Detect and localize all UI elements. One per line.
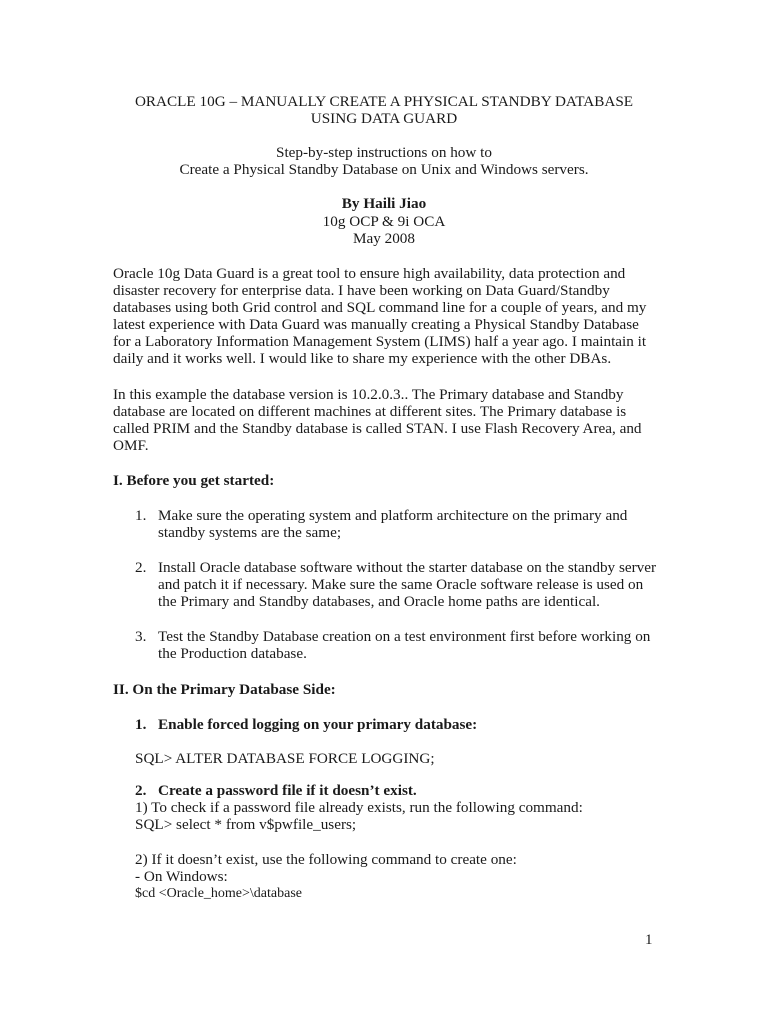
intro-line: disaster recovery for enterprise data. I have been working on Data Guard/Standby <box>113 282 610 299</box>
section-2-heading: II. On the Primary Database Side: <box>113 681 336 698</box>
list-item-number: 3. <box>135 628 147 645</box>
intro-line: Oracle 10g Data Guard is a great tool to ensure high availability, data protection and <box>113 265 626 282</box>
step-instruction: 1) To check if a password file already exists, run the following command: <box>135 799 583 816</box>
intro-line: for a Laboratory Information Management System (LIMS) half a year ago. I maintain it <box>113 333 647 350</box>
step-instruction: 2) If it doesn’t exist, use the following command to create one: <box>135 851 517 868</box>
step-heading: Create a password file if it doesn’t exist. <box>158 782 417 799</box>
intro-line: daily and it works well. I would like to share my experience with the other DBAs. <box>113 350 612 367</box>
list-item-text: Install Oracle database software without the starter database on the standby server <box>158 559 657 576</box>
list-item-text: and patch it if necessary. Make sure the same Oracle software release is used on <box>158 576 644 593</box>
list-item-text: the Production database. <box>158 645 307 662</box>
document-title-line-2: USING DATA GUARD <box>310 110 458 127</box>
list-item-number: 1. <box>135 507 147 524</box>
author-date: May 2008 <box>352 230 415 247</box>
shell-command: $cd <Oracle_home>\database <box>135 886 302 901</box>
list-item-number: 2. <box>135 559 147 576</box>
intro-line: databases using both Grid control and SQL command line for a couple of years, and my <box>113 299 647 316</box>
sql-command: SQL> ALTER DATABASE FORCE LOGGING; <box>135 750 435 767</box>
example-line: In this example the database version is 10.2.0.3.. The Primary database and Standby <box>113 386 624 403</box>
section-1-heading: I. Before you get started: <box>113 472 275 489</box>
intro-line: latest experience with Data Guard was manually creating a Physical Standby Database <box>113 316 639 333</box>
subtitle-line-2: Create a Physical Standby Database on Unix and Windows servers. <box>179 161 589 178</box>
author-byline: By Haili Jiao <box>341 195 427 212</box>
example-line: OMF. <box>113 437 149 454</box>
step-number: 1. <box>135 716 147 733</box>
list-item-text: standby systems are the same; <box>158 524 342 541</box>
list-item-text: the Primary and Standby databases, and Oracle home paths are identical. <box>158 593 600 610</box>
author-credentials: 10g OCP & 9i OCA <box>322 213 446 230</box>
list-item-text: Make sure the operating system and platform architecture on the primary and <box>158 507 628 524</box>
subtitle-line-1: Step-by-step instructions on how to <box>276 144 492 161</box>
platform-label: - On Windows: <box>135 868 228 885</box>
sql-command: SQL> select * from v$pwfile_users; <box>135 816 357 833</box>
step-heading: Enable forced logging on your primary database: <box>158 716 478 733</box>
example-line: database are located on different machines at different sites. The Primary database is <box>113 403 627 420</box>
example-line: called PRIM and the Standby database is called STAN. I use Flash Recovery Area, and <box>113 420 642 437</box>
page-number: 1 <box>645 932 653 948</box>
list-item-text: Test the Standby Database creation on a test environment first before working on <box>158 628 651 645</box>
step-number: 2. <box>135 782 147 799</box>
document-title-line-1: ORACLE 10G – MANUALLY CREATE A PHYSICAL STANDBY DATABASE <box>134 93 634 110</box>
